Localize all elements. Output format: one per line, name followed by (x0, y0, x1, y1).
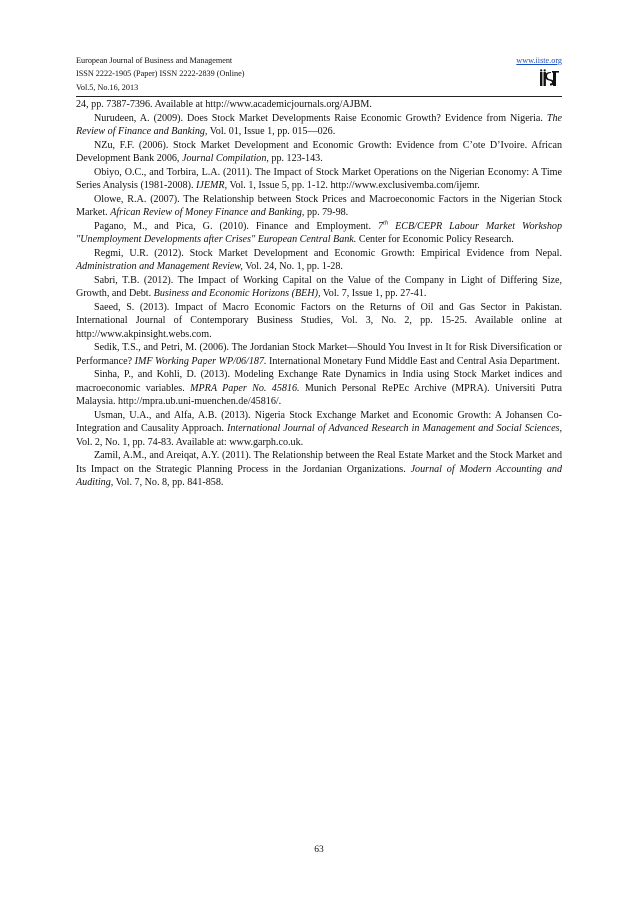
journal-url-link[interactable]: www.iiste.org (516, 56, 562, 65)
reference-entry: Sinha, P., and Kohli, D. (2013). Modeling Exchange Rate Dynamics in India using Stock Market indices and macroeconomic variables. MPRA Paper No. 45816. Munich Personal RePEc Archive (MPRA). Universiti Putra Malaysia. http://mpra.ub.uni-muenchen.de/45816/. (76, 369, 562, 407)
reference-entry: Sedik, T.S., and Petri, M. (2006). The Jordanian Stock Market—Should You Invest in It for Risk Diversification or Performance? IMF Working Paper WP/06/187. International Monetary Fund Middle East and Central Asia Department. (76, 342, 562, 367)
reference-entry: 24, pp. 7387-7396. Available at http://www.academicjournals.org/AJBM. (76, 99, 372, 110)
volume-line: Vol.5, No.16, 2013 (76, 82, 139, 92)
issn-line: ISSN 2222-1905 (Paper) ISSN 2222-2839 (Online) (76, 69, 245, 79)
page-number: 63 (314, 845, 324, 855)
reference-entry: Regmi, U.R. (2012). Stock Market Development and Economic Growth: Empirical Evidence from Nepal. Administration and Management Review, Vol. 24, No. 1, pp. 1-28. (76, 247, 562, 272)
reference-entry: Nurudeen, A. (2009). Does Stock Market Developments Raise Economic Growth? Evidence from Nigeria. The Review of Finance and Banking, Vol. 01, Issue 1, pp. 015—026. (76, 112, 562, 137)
header-divider (76, 96, 562, 97)
reference-entry: NZu, F.F. (2006). Stock Market Development and Economic Growth: Evidence from C’ote D’Ivoire. African Development Bank 2006, Journal Compilation, pp. 123-143. (76, 139, 562, 164)
reference-entry: Olowe, R.A. (2007). The Relationship between Stock Prices and Macroeconomic Factors in the Nigerian Stock Market. African Review of Money Finance and Banking, pp. 79-98. (76, 193, 562, 218)
reference-list (76, 98, 562, 490)
iiste-logo-icon (538, 68, 560, 90)
reference-entry: Sabri, T.B. (2012). The Impact of Working Capital on the Value of the Company in Light of Differing Size, Growth, and Debt. Business and Economic Horizons (BEH), Vol. 7, Issue 1, pp. 27-41. (76, 274, 562, 299)
reference-entry: Obiyo, O.C., and Torbira, L.A. (2011). The Impact of Stock Market Operations on the Nigerian Economy: A Time Series Analysis (1981-2008). IJEMR, Vol. 1, Issue 5, pp. 1-12. http://www.exclusivemba.com/ijemr. (76, 166, 562, 191)
reference-entry: Pagano, M., and Pica, G. (2010). Finance and Employment. 7th ECB/CEPR Labour Market Workshop "Unemployment Developments after Crises" European Central Bank. Center for Economic Policy Research. (76, 219, 563, 245)
reference-entry: Usman, U.A., and Alfa, A.B. (2013). Nigeria Stock Exchange Market and Economic Growth: A Johansen Co-Integration and Causality Approach. International Journal of Advanced Research in Management and Social Sciences, Vol. 2, No. 1, pp. 74-83. Available at: www.garph.co.uk. (76, 409, 562, 448)
reference-entry: Saeed, S. (2013). Impact of Macro Economic Factors on the Returns of Oil and Gas Sector in Pakistan. International Journal of Contemporary Business Studies, Vol. 3, No. 2, pp. 15-25. Available online at http://www.akpinsight.webs.com. (76, 301, 562, 340)
reference-entry: Zamil, A.M., and Areiqat, A.Y. (2011). The Relationship between the Real Estate Market and the Stock Market and Its Impact on the Strategic Planning Process in the Jordanian Organizations. Journal of Modern Accounting and Auditing, Vol. 7, No. 8, pp. 841-858. (76, 450, 562, 488)
journal-name: European Journal of Business and Management (76, 56, 233, 65)
